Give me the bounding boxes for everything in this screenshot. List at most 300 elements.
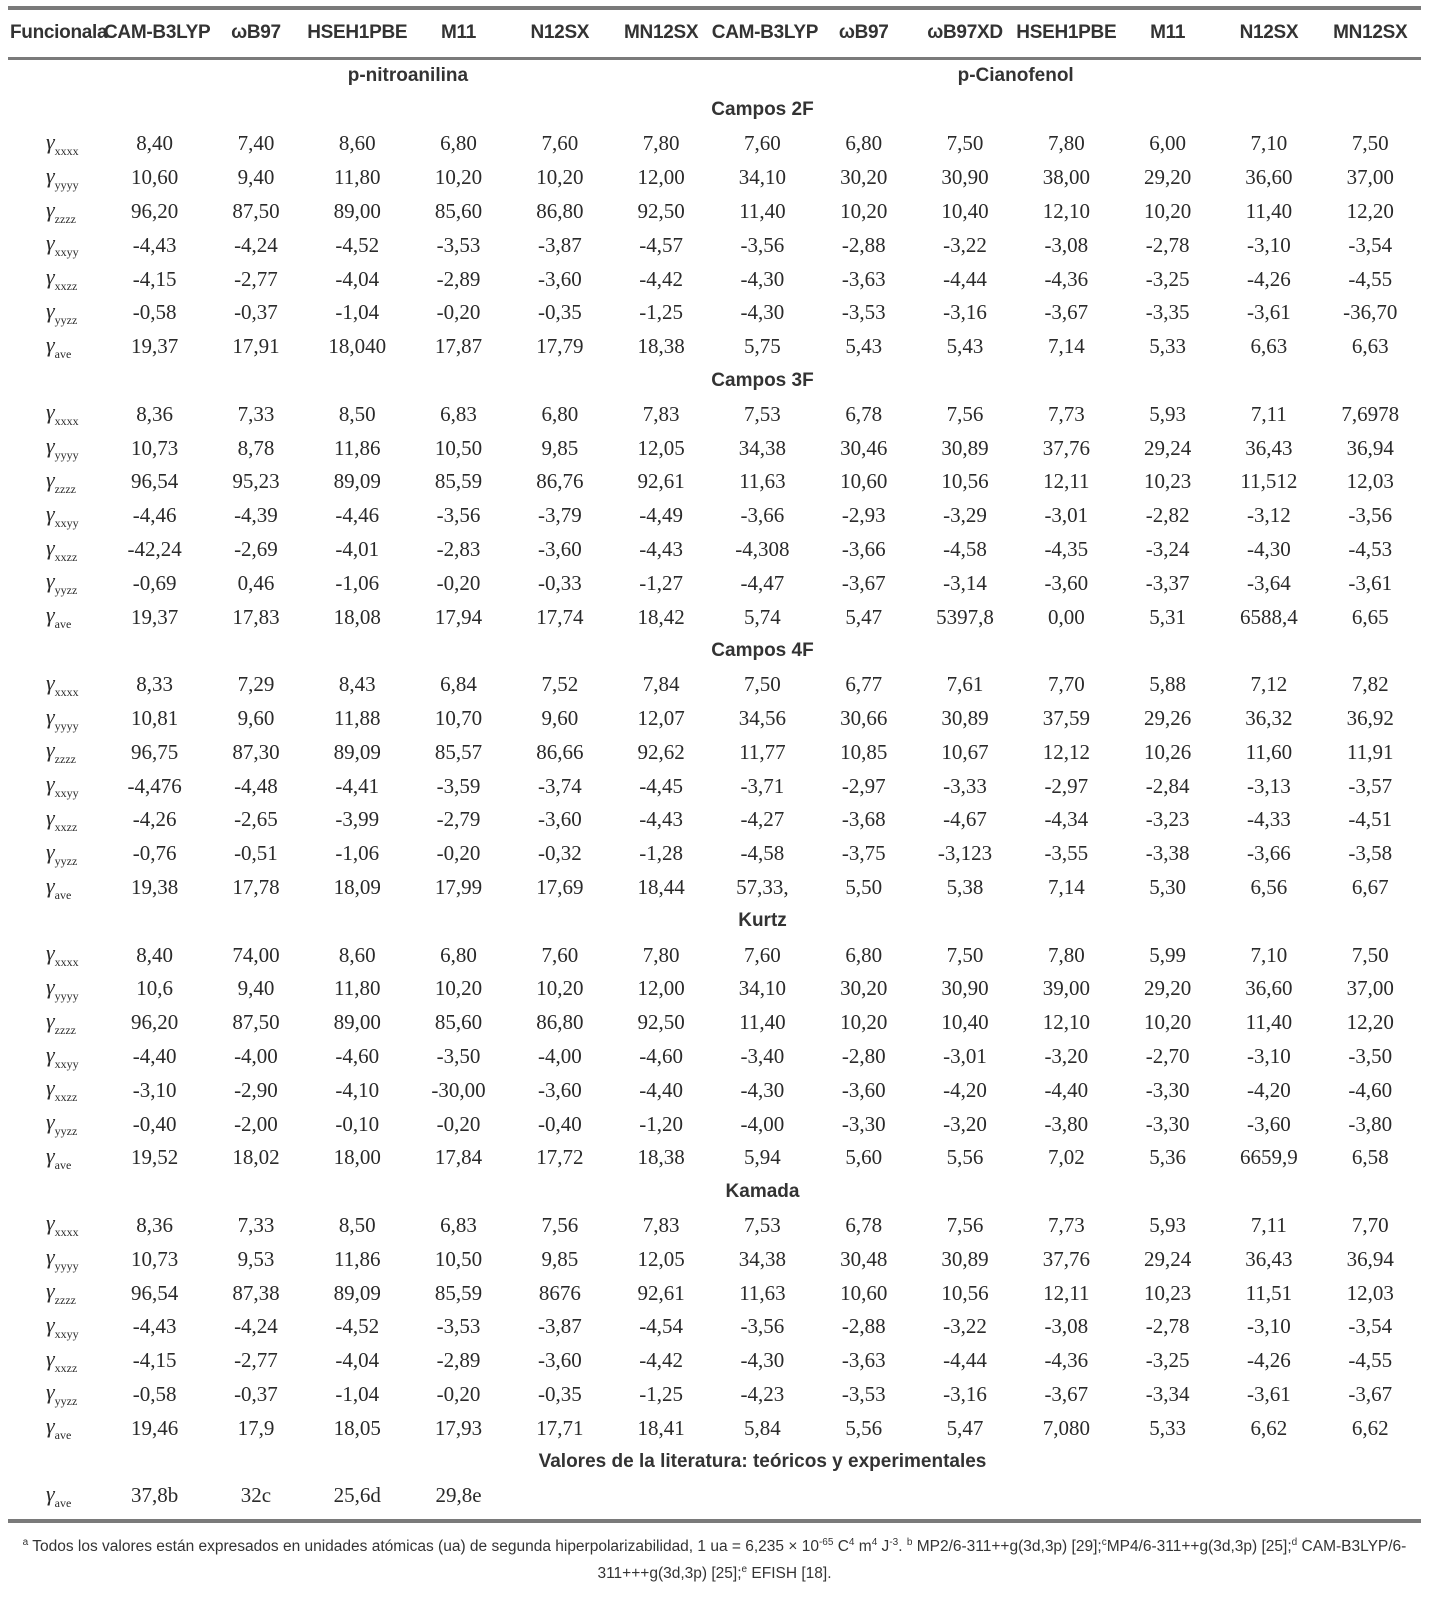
gamma-label [8, 668, 104, 702]
table-cell: -4,23 [740, 1381, 785, 1406]
table-cell: -0,33 [537, 570, 582, 595]
section-row [8, 93, 1421, 127]
table-cell: 7,50 [946, 942, 984, 967]
gamma-symbol: γ [46, 1075, 55, 1101]
table-cell: -4,20 [943, 1077, 987, 1102]
table-cell: 8,36 [136, 401, 174, 426]
table-cell: 86,80 [536, 199, 584, 224]
table-cell: 12,00 [637, 976, 685, 1001]
table-cell: 7,52 [541, 672, 579, 697]
table-cell: -4,58 [740, 841, 785, 866]
table-cell: 17,87 [434, 334, 483, 359]
gamma-symbol: γ [46, 940, 55, 966]
table-cell: -3,16 [943, 300, 987, 325]
gamma-label [8, 262, 104, 296]
table-cell: 74,00 [232, 942, 280, 967]
table-cell: 7,60 [744, 942, 781, 967]
table-row [8, 1107, 1421, 1141]
table-cell: 7,60 [744, 131, 781, 156]
table-cell: 7,56 [946, 401, 984, 426]
table-cell: -3,53 [841, 1381, 886, 1406]
table-row [8, 1040, 1421, 1074]
table-cell: 37,76 [1042, 1246, 1090, 1271]
table-cell: -0,10 [335, 1111, 380, 1136]
table-cell: 7,83 [642, 401, 680, 426]
table-cell: 29,26 [1143, 706, 1192, 731]
table-cell: 85,59 [434, 1280, 483, 1305]
table-cell: 9,60 [237, 706, 275, 731]
table-cell: 6,80 [440, 942, 477, 967]
table-cell: 10,20 [840, 1010, 888, 1035]
table-cell: -3,60 [537, 1348, 582, 1373]
table-cell: -3,30 [1145, 1077, 1190, 1102]
gamma-label [8, 871, 104, 905]
table-cell: 7,10 [1250, 942, 1288, 967]
gamma-label [8, 228, 104, 262]
gamma-subscript: zzzz [54, 211, 76, 226]
table-cell: -3,66 [740, 503, 785, 528]
table-cell: -2,78 [1145, 1314, 1190, 1339]
table-cell: 89,09 [333, 469, 381, 494]
table-cell: 5397,8 [936, 604, 994, 629]
table-cell: 17,94 [434, 604, 483, 629]
table-cell: 18,02 [232, 1145, 280, 1170]
table-cell: 19,37 [131, 604, 179, 629]
table-cell: 11,91 [1347, 739, 1394, 764]
table-cell: -4,57 [639, 232, 683, 257]
table-cell: -0,58 [132, 1381, 177, 1406]
table-cell: -4,52 [335, 1314, 380, 1339]
table-cell: 5,99 [1149, 942, 1186, 967]
table-cell: -4,60 [1348, 1077, 1393, 1102]
table-cell: 7,50 [744, 672, 781, 697]
table-cell: 12,11 [1043, 1280, 1090, 1305]
header-col: M11 [441, 22, 477, 44]
table-cell: -3,53 [436, 1314, 481, 1339]
table-cell: 10,20 [536, 165, 584, 190]
table-cell: -3,25 [1145, 1348, 1190, 1373]
table-cell: 30,66 [840, 706, 888, 731]
section-title: Campos 3F [711, 369, 814, 391]
gamma-subscript: xxyy [54, 245, 79, 260]
table-cell: 29,20 [1143, 976, 1192, 1001]
table-cell: -3,34 [1145, 1381, 1190, 1406]
gamma-symbol: γ [46, 466, 55, 492]
table-cell: 10,85 [840, 739, 888, 764]
table-cell: -3,20 [1044, 1044, 1089, 1068]
gamma-subscript: ave [54, 1495, 72, 1510]
table-cell: 7,73 [1047, 401, 1085, 426]
table-cell: 10,50 [434, 435, 483, 460]
table-cell: 11,80 [334, 165, 381, 190]
table-cell: -4,20 [1247, 1077, 1291, 1102]
footnote-exp: -65 [818, 1536, 834, 1548]
footnote-mark-c: c [1101, 1536, 1107, 1548]
section-row [8, 634, 1421, 668]
gamma-subscript: yyzz [54, 1394, 78, 1409]
table-cell: 29,20 [1143, 165, 1192, 190]
table-cell: 5,30 [1149, 875, 1186, 900]
table-cell: -3,87 [537, 1314, 582, 1339]
table-cell: 6,63 [1250, 334, 1288, 359]
table-cell: -4,30 [740, 1348, 785, 1373]
table-cell: 10,40 [941, 1010, 989, 1035]
table-cell: 17,69 [536, 875, 584, 900]
table-cell: 30,89 [941, 435, 989, 460]
table-cell: 6,58 [1351, 1145, 1389, 1170]
table-cell: -4,30 [1247, 537, 1291, 562]
table-cell: 7,70 [1047, 672, 1085, 697]
gamma-symbol: γ [46, 264, 55, 290]
gamma-label [8, 465, 104, 499]
table-cell: 10,26 [1143, 739, 1192, 764]
table-cell: 11,40 [1245, 1010, 1293, 1035]
table-cell: 7,84 [642, 672, 680, 697]
table-cell: 96,75 [131, 739, 179, 764]
table-cell: 8676 [538, 1280, 581, 1305]
table-body [8, 58, 1421, 1517]
table-cell: 7,50 [1351, 131, 1389, 156]
gamma-symbol: γ [46, 669, 55, 695]
gamma-symbol: γ [46, 872, 55, 898]
table-cell: 37,59 [1042, 706, 1090, 731]
table-cell: -2,65 [234, 807, 278, 832]
table-cell: 95,23 [232, 469, 280, 494]
literature-cell: 37,8b [131, 1483, 179, 1508]
table-cell: 6,67 [1351, 875, 1389, 900]
table-cell: 6588,4 [1240, 604, 1298, 629]
table-cell: 6,00 [1149, 131, 1186, 156]
table-cell: 12,03 [1346, 469, 1394, 494]
table-cell: 36,94 [1346, 1246, 1394, 1271]
table-cell: 87,50 [232, 199, 280, 224]
table-cell: 19,46 [131, 1415, 179, 1440]
table-cell: 7,53 [744, 401, 781, 426]
gamma-subscript: yyzz [54, 583, 78, 598]
table-cell: 11,80 [334, 976, 381, 1001]
table-cell: 10,60 [840, 469, 888, 494]
table-cell: 9,60 [541, 706, 579, 731]
table-cell: 12,05 [637, 435, 685, 460]
table-cell: 8,33 [136, 672, 174, 697]
table-cell: 7,33 [237, 1212, 275, 1237]
table-cell: 12,12 [1042, 739, 1090, 764]
table-row [8, 161, 1421, 195]
table-cell: -4,39 [234, 503, 278, 528]
table-cell: 5,60 [845, 1145, 883, 1170]
table-cell: -3,24 [1145, 537, 1190, 562]
table-cell: 7,61 [946, 672, 984, 697]
table-cell: 0,46 [237, 570, 275, 595]
table-cell: 92,50 [637, 1010, 685, 1035]
table-cell: -2,83 [436, 537, 481, 562]
table-cell: -36,70 [1343, 300, 1398, 325]
table-cell: 5,36 [1149, 1145, 1186, 1170]
table-cell: 17,78 [232, 875, 280, 900]
table-cell: 18,42 [637, 604, 685, 629]
header-col: N12SX [1239, 22, 1299, 44]
table-cell: 6,78 [845, 1212, 883, 1237]
table-cell: 12,00 [637, 165, 685, 190]
table-cell: -4,42 [639, 266, 683, 291]
table-cell: -4,54 [639, 1314, 683, 1339]
section-title: Campos 2F [711, 99, 814, 121]
table-cell: -4,15 [132, 1348, 177, 1373]
gamma-symbol: γ [46, 771, 55, 797]
section-row [8, 1445, 1421, 1479]
table-cell: -0,37 [234, 300, 278, 325]
table-cell: 10,20 [1143, 199, 1192, 224]
footnote-exp: -3 [889, 1536, 899, 1548]
table-cell: -30,00 [431, 1077, 486, 1102]
literature-cell: 32c [240, 1483, 272, 1508]
table-cell: 18,38 [637, 334, 685, 359]
table-cell: -3,61 [1247, 1381, 1291, 1406]
table-cell: 5,43 [845, 334, 883, 359]
table-cell: 6,62 [1351, 1415, 1389, 1440]
gamma-label [8, 803, 104, 837]
table-cell: -2,69 [234, 537, 278, 562]
table-cell: 18,44 [637, 875, 685, 900]
gamma-symbol: γ [46, 1109, 55, 1135]
gamma-symbol: γ [46, 196, 55, 222]
gamma-symbol: γ [46, 1041, 55, 1067]
header-col: M11 [1150, 22, 1186, 44]
table-cell: -2,97 [1044, 773, 1089, 798]
table-cell: 10,40 [941, 199, 989, 224]
footnote [8, 1531, 1421, 1585]
gamma-label [8, 1073, 104, 1107]
gamma-subscript: yyzz [54, 312, 78, 327]
gamma-subscript: xxzz [54, 1090, 78, 1105]
gamma-label [8, 195, 104, 229]
table-cell: -0,32 [537, 841, 582, 866]
gamma-symbol: γ [46, 1244, 55, 1270]
literature-cell: 25,6d [333, 1483, 381, 1508]
table-cell: 10,70 [434, 706, 483, 731]
table-row [8, 1411, 1421, 1445]
table-cell: -0,40 [132, 1111, 177, 1136]
table-cell: -4,36 [1044, 266, 1089, 291]
table-cell: 86,66 [536, 739, 584, 764]
table-cell: -3,35 [1145, 300, 1190, 325]
table-cell: 17,99 [434, 875, 483, 900]
literature-row [8, 1479, 1421, 1517]
table-cell: 85,60 [434, 1010, 483, 1035]
table-cell: -1,25 [639, 300, 683, 325]
gamma-subscript: xxxx [54, 143, 79, 158]
table-cell: 92,61 [637, 469, 685, 494]
gamma-subscript: xxzz [54, 1360, 78, 1375]
table-cell: -3,40 [740, 1044, 785, 1068]
table-cell: 18,41 [637, 1415, 685, 1440]
table-row [8, 702, 1421, 736]
table-cell: -0,40 [537, 1111, 582, 1136]
table-row [8, 228, 1421, 262]
table-cell: 5,75 [744, 334, 781, 359]
table-cell: -1,25 [639, 1381, 683, 1406]
table-cell: -1,04 [335, 300, 380, 325]
table-cell: 18,05 [333, 1415, 381, 1440]
header-col: HSEH1PBE [307, 22, 408, 44]
table-cell: 8,50 [338, 1212, 376, 1237]
table-cell: -4,30 [740, 1077, 785, 1102]
table-cell: -4,44 [943, 266, 987, 291]
table-row [8, 600, 1421, 634]
gamma-symbol: γ [46, 1379, 55, 1405]
table-cell: -3,61 [1247, 300, 1291, 325]
table-cell: 30,46 [840, 435, 888, 460]
footnote-exp: 4 [848, 1536, 855, 1548]
table-cell: -3,123 [937, 841, 993, 866]
table-cell: -4,67 [943, 807, 987, 832]
table-cell: -4,43 [639, 537, 683, 562]
table-cell: 7,60 [541, 131, 579, 156]
table-cell: 10,73 [131, 1246, 179, 1271]
gamma-label [8, 1411, 104, 1445]
table-cell: -3,66 [841, 537, 886, 562]
gamma-symbol: γ [46, 534, 55, 560]
table-cell: -0,20 [436, 1381, 481, 1406]
gamma-label [8, 397, 104, 431]
table-cell: -0,20 [436, 570, 481, 595]
table-cell: 7,50 [1351, 942, 1389, 967]
gamma-subscript: ave [54, 1157, 72, 1172]
table-cell: 18,00 [333, 1145, 381, 1170]
table-cell: -3,22 [943, 1314, 987, 1339]
gamma-subscript: xxyy [54, 1326, 79, 1341]
table-cell: -3,53 [436, 232, 481, 257]
table-cell: 10,6 [136, 976, 174, 1001]
gamma-symbol: γ [46, 297, 55, 323]
table-cell: 34,38 [738, 1246, 787, 1271]
table-cell: 7,12 [1250, 672, 1288, 697]
table-cell: -4,52 [335, 232, 380, 257]
table-cell: 92,62 [637, 739, 685, 764]
table-header [8, 8, 1421, 58]
gamma-subscript: zzzz [54, 752, 76, 767]
table-cell: -4,40 [132, 1044, 177, 1068]
gamma-subscript: xxyy [54, 515, 79, 530]
table-cell: -0,69 [132, 570, 177, 595]
table-cell: -3,56 [740, 232, 785, 257]
table-cell: 17,83 [232, 604, 280, 629]
table-cell: -1,06 [335, 841, 380, 866]
header-col: N12SX [530, 22, 590, 44]
table-cell: -2,70 [1145, 1044, 1190, 1068]
table-cell: 86,76 [536, 469, 584, 494]
table-cell: 7,33 [237, 401, 275, 426]
table-cell: -3,64 [1247, 570, 1291, 595]
table-cell: 18,09 [333, 875, 381, 900]
table-row [8, 1378, 1421, 1412]
table-cell: -4,34 [1044, 807, 1089, 832]
gamma-symbol: γ [46, 128, 55, 154]
table-cell: -1,06 [335, 570, 380, 595]
table-cell: 10,20 [434, 165, 483, 190]
table-cell: -3,01 [1044, 503, 1089, 528]
gamma-symbol: γ [46, 331, 55, 357]
table-cell: -3,57 [1348, 773, 1393, 798]
table-cell: -3,14 [943, 570, 987, 595]
table-row [8, 566, 1421, 600]
table-cell: 30,90 [941, 976, 989, 1001]
table-cell: 8,60 [338, 942, 376, 967]
table-cell: -3,10 [1247, 1314, 1291, 1339]
section-row [8, 1175, 1421, 1209]
gamma-symbol: γ [46, 602, 55, 628]
table-cell: 7,80 [642, 131, 680, 156]
table-cell: 85,59 [434, 469, 483, 494]
table-cell: 36,94 [1346, 435, 1394, 460]
table-cell: 12,05 [637, 1246, 685, 1271]
table-cell: -0,76 [132, 841, 177, 866]
table-cell: -2,00 [234, 1111, 278, 1136]
table-cell: -2,90 [234, 1077, 278, 1102]
table-cell: 89,00 [333, 199, 381, 224]
gamma-label [8, 938, 104, 972]
table-cell: 37,00 [1346, 165, 1394, 190]
table-cell: -3,56 [436, 503, 481, 528]
footnote-exp: 4 [871, 1536, 878, 1548]
footnote-mark-e: e [741, 1563, 748, 1575]
gamma-label [8, 769, 104, 803]
table-cell: -3,80 [1348, 1111, 1393, 1136]
table-cell: -1,27 [639, 570, 683, 595]
header-row [8, 8, 1421, 58]
gamma-symbol: γ [46, 1007, 55, 1033]
table-cell: 10,20 [1143, 1010, 1192, 1035]
gamma-symbol: γ [46, 1413, 55, 1439]
footnote-text: J [877, 1537, 890, 1555]
table-cell: 37,00 [1346, 976, 1394, 1001]
gamma-label [8, 296, 104, 330]
gamma-subscript: yyzz [54, 853, 78, 868]
table-cell: 5,56 [946, 1145, 984, 1170]
table-row [8, 1276, 1421, 1310]
table-cell: 6,78 [845, 401, 883, 426]
table-cell: 10,60 [840, 1280, 888, 1305]
table-cell: -3,10 [132, 1077, 177, 1102]
gamma-label [8, 735, 104, 769]
gamma-symbol: γ [46, 230, 55, 256]
header-col: ωB97XD [927, 22, 1003, 44]
table-cell: -3,71 [740, 773, 785, 798]
table-cell: 36,92 [1346, 706, 1394, 731]
table-cell: 5,50 [845, 875, 883, 900]
table-row [8, 1344, 1421, 1378]
gamma-label [8, 499, 104, 533]
table-cell: 6,63 [1351, 334, 1389, 359]
gamma-subscript: yyyy [54, 1259, 79, 1274]
table-cell: 19,37 [131, 334, 179, 359]
table-row [8, 127, 1421, 161]
table-cell: 87,50 [232, 1010, 280, 1035]
table-cell: -1,04 [335, 1381, 380, 1406]
gamma-subscript: yyyy [54, 718, 79, 733]
section-title: Kamada [725, 1180, 800, 1202]
table-cell: 7,60 [541, 942, 579, 967]
header-funcionala: Funcionala [10, 22, 108, 44]
table-cell: -3,67 [841, 570, 886, 595]
table-cell: -4,01 [335, 537, 380, 562]
table-cell: 12,20 [1346, 199, 1394, 224]
table-cell: -3,29 [943, 503, 987, 528]
gamma-subscript: yyyy [54, 177, 79, 192]
table-cell: 7,11 [1250, 1212, 1287, 1237]
table-cell: 6,62 [1250, 1415, 1288, 1440]
table-cell: -4,24 [234, 232, 278, 257]
